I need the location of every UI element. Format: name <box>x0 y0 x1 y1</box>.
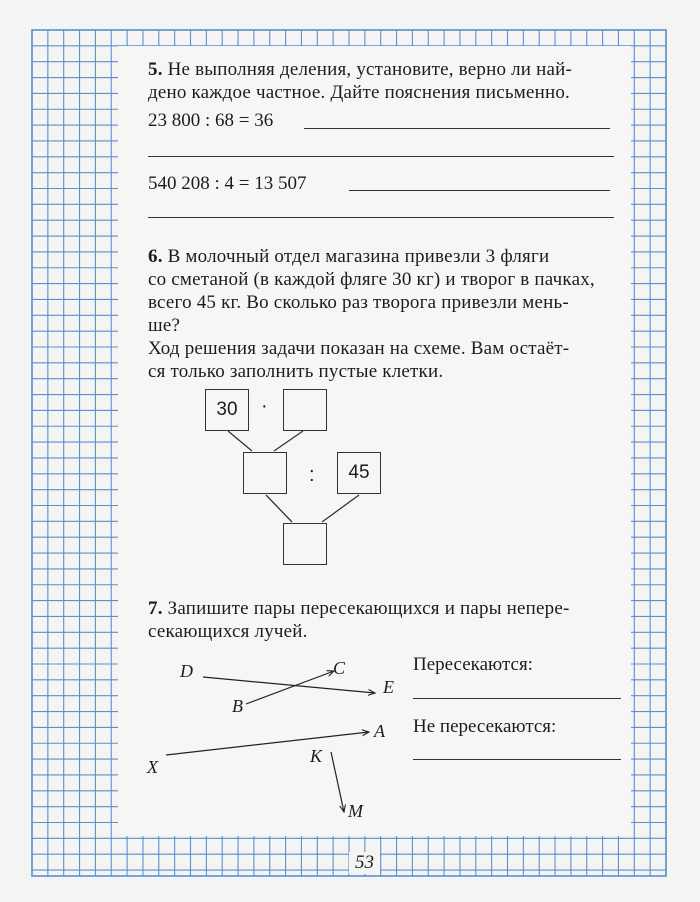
point-label-E: E <box>383 677 394 697</box>
answer-line-intersect[interactable] <box>413 698 621 699</box>
task-6-line-2: со сметаной (в каждой фляге 30 кг) и творог в пачках, <box>148 269 595 290</box>
task-6-line-1: В молочный отдел магазина привезли 3 фляги <box>167 246 550 267</box>
task-5-line-1: Не выполняя деления, установите, верно ли най- <box>167 59 572 80</box>
point-label-K: K <box>310 746 323 766</box>
answer-line-not-intersect[interactable] <box>413 759 621 760</box>
equation-1: 23 800 : 68 = 36 <box>148 110 274 131</box>
point-label-X: X <box>147 757 158 777</box>
point-label-C: C <box>333 658 346 678</box>
task-6-number: 6. <box>148 246 163 267</box>
point-label-M: M <box>348 801 363 821</box>
task-6-hint-1: Ход решения задачи показан на схеме. Вам остаёт- <box>148 338 570 359</box>
point-label-A: A <box>374 721 385 741</box>
ray-XA <box>166 732 369 755</box>
task-5-line-2: дено каждое частное. Дайте пояснения письменно. <box>148 82 570 103</box>
task-7-line-2: секающихся лучей. <box>148 621 308 642</box>
label-not-intersect: Не пересекаются: <box>413 716 557 737</box>
task-6-hint-2: ся только заполнить пустые клетки. <box>148 361 444 382</box>
task-6-line-3: всего 45 кг. Во сколько раз творога привезли мень- <box>148 292 569 313</box>
task-5-number: 5. <box>148 59 163 80</box>
scheme-multiply-sign: · <box>261 395 268 417</box>
scheme-divide-sign: : <box>309 464 315 486</box>
equation-2: 540 208 : 4 = 13 507 <box>148 173 307 194</box>
scheme-box-45: 45 <box>337 452 381 494</box>
label-intersect: Пересекаются: <box>413 654 533 675</box>
scheme-box-30: 30 <box>205 389 249 431</box>
ray-KM <box>331 752 344 812</box>
point-label-B: B <box>232 696 243 716</box>
task-7-line-1: Запишите пары пересекающихся и пары непере- <box>167 598 570 619</box>
page-number: 53 <box>349 852 380 874</box>
task-7-number: 7. <box>148 598 163 619</box>
ray-DE <box>203 677 375 693</box>
point-label-D: D <box>180 661 193 681</box>
task-6-line-4: ше? <box>148 315 181 336</box>
